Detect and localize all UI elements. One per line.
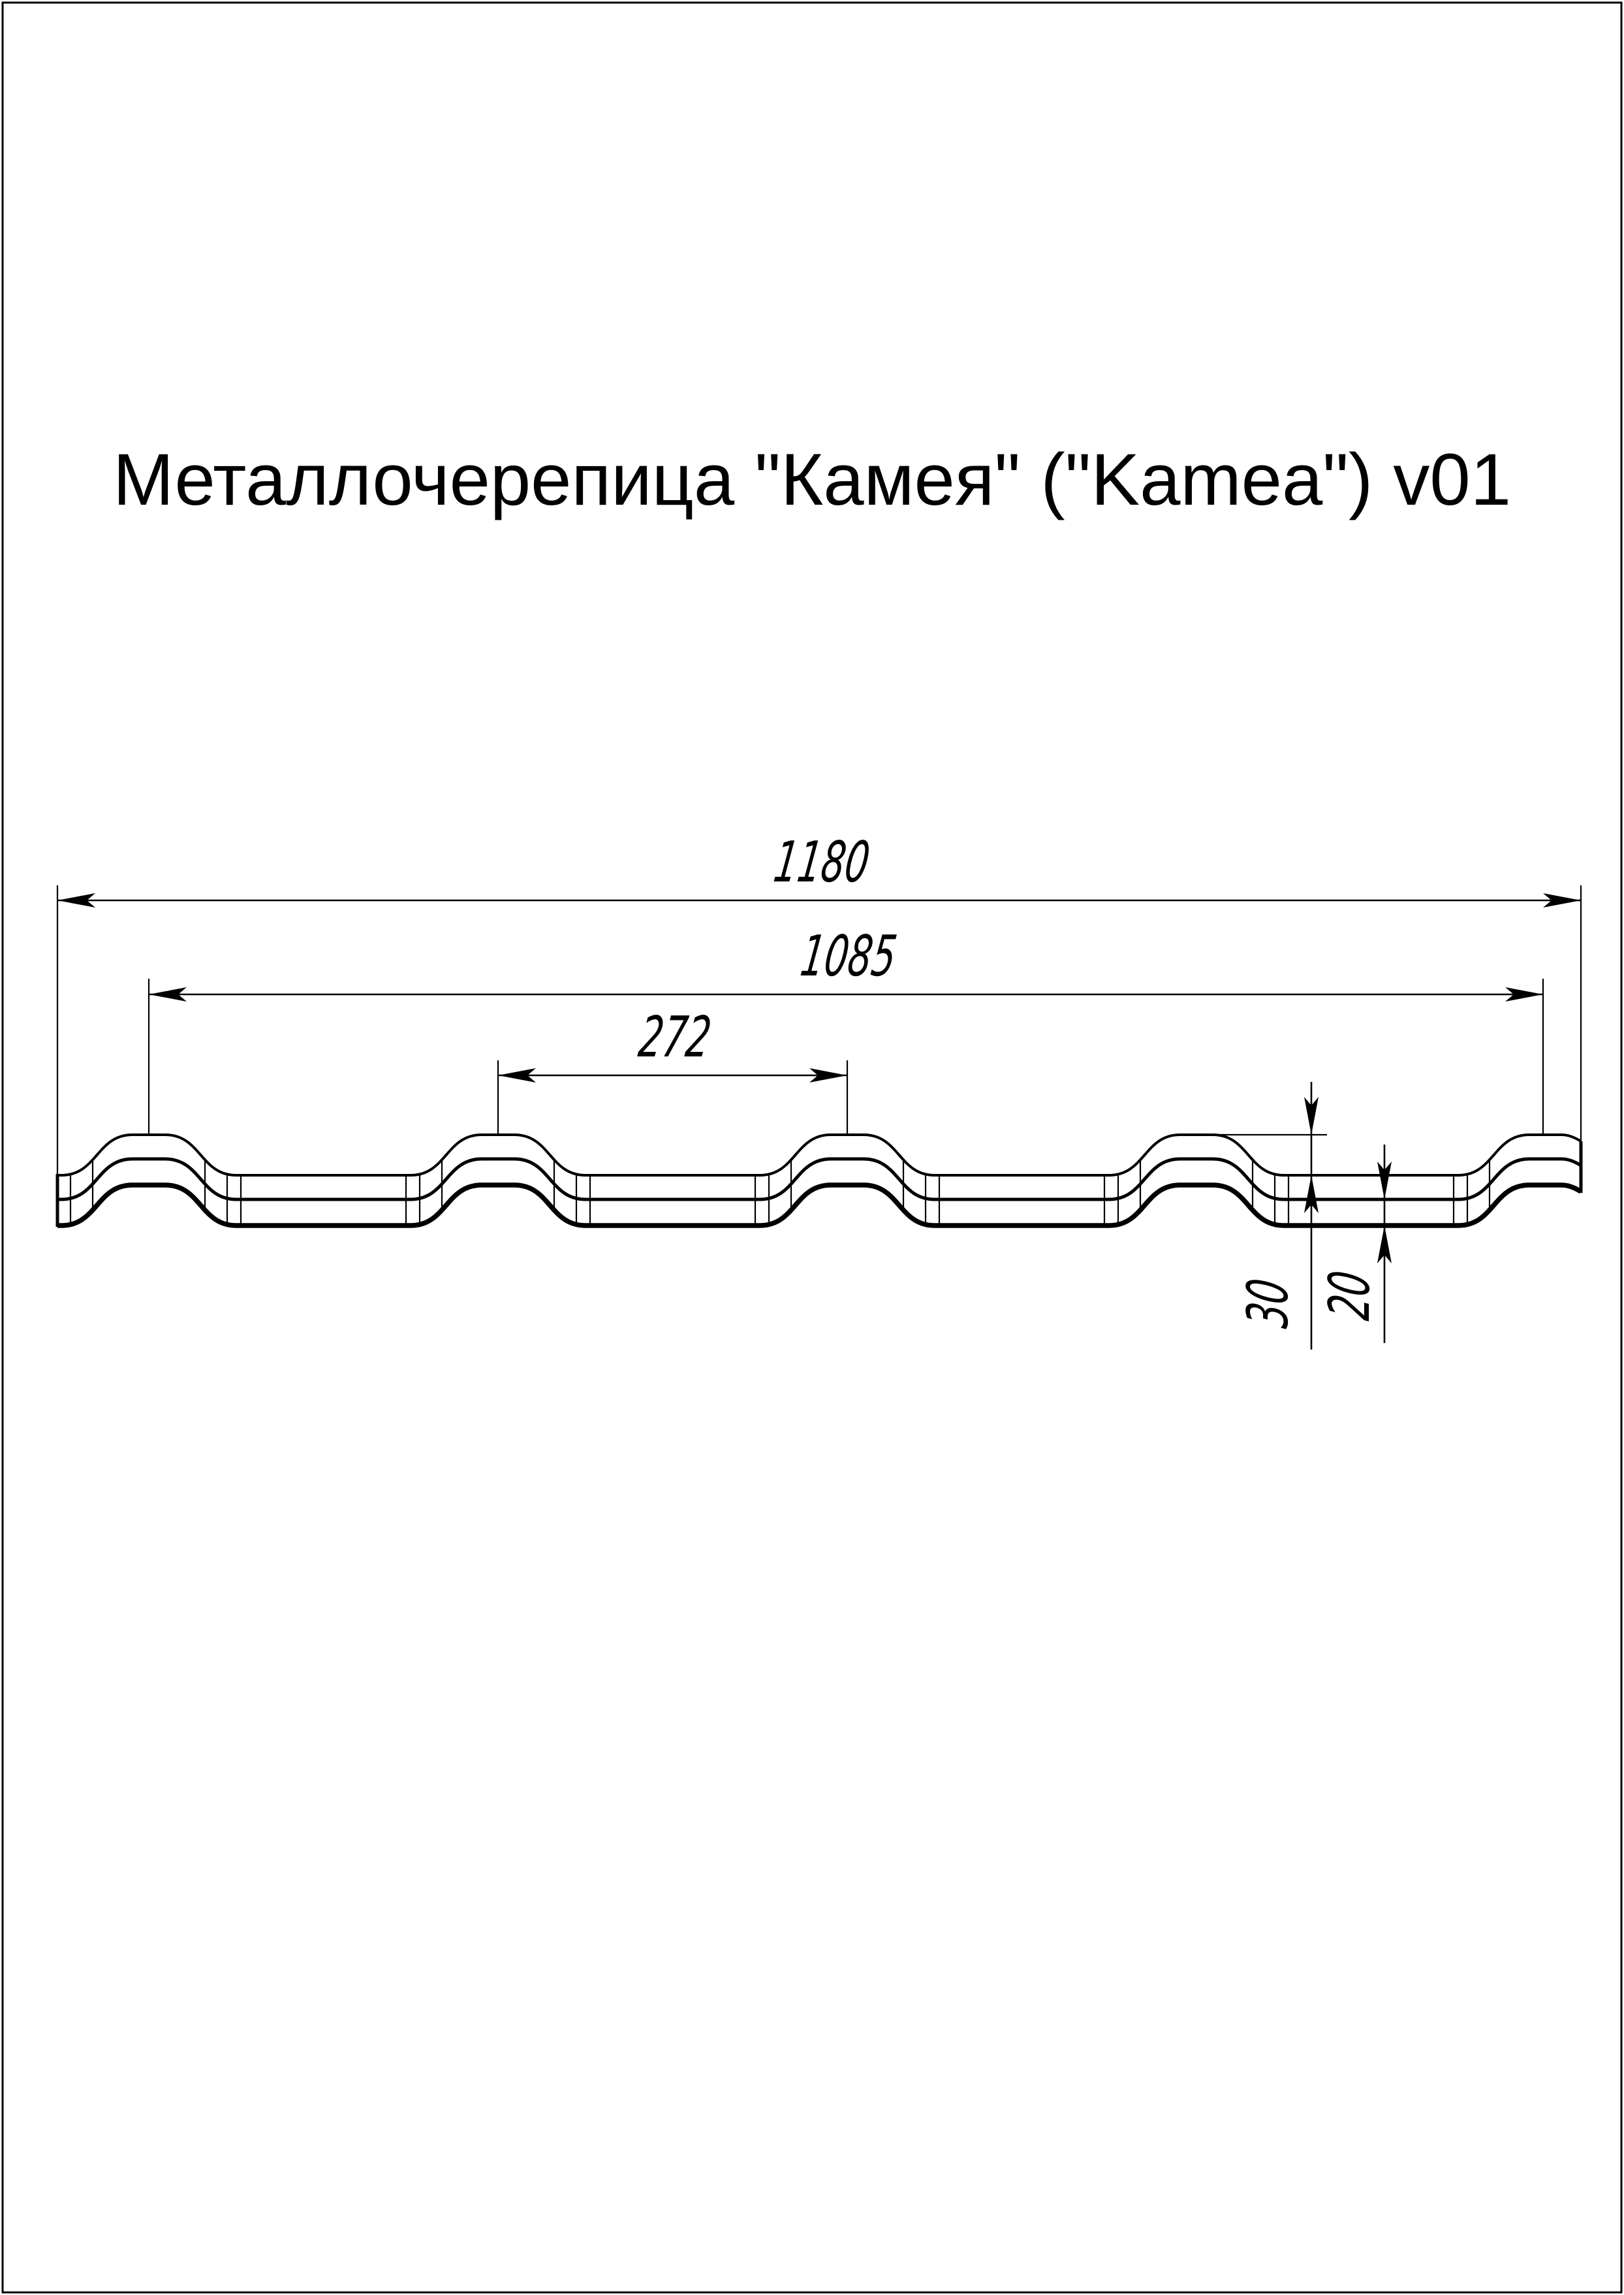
dimension-wave-height [1212,1082,1327,1350]
dim-useful-width-label: 1085 [796,924,901,990]
dim-step-height-label: 20 [1317,1267,1383,1324]
dimension-useful-width [149,924,1543,1134]
dim-overall-width-label: 1180 [770,830,874,896]
tile-profile [57,1135,1581,1227]
dim-wave-pitch-label: 272 [634,1005,715,1071]
dim-wave-height-label: 30 [1236,1274,1302,1332]
dimension-wave-pitch [498,1005,847,1134]
profile-contour-bottom [57,1185,1581,1226]
drawing-title: Металлочерепица "Камея" ("Kamea") v01 [113,439,1511,520]
profile-contour-top [57,1135,1581,1175]
page-border [3,3,1621,2292]
dimension-overall-width [57,830,1581,1174]
profile-contour-middle [57,1159,1581,1199]
